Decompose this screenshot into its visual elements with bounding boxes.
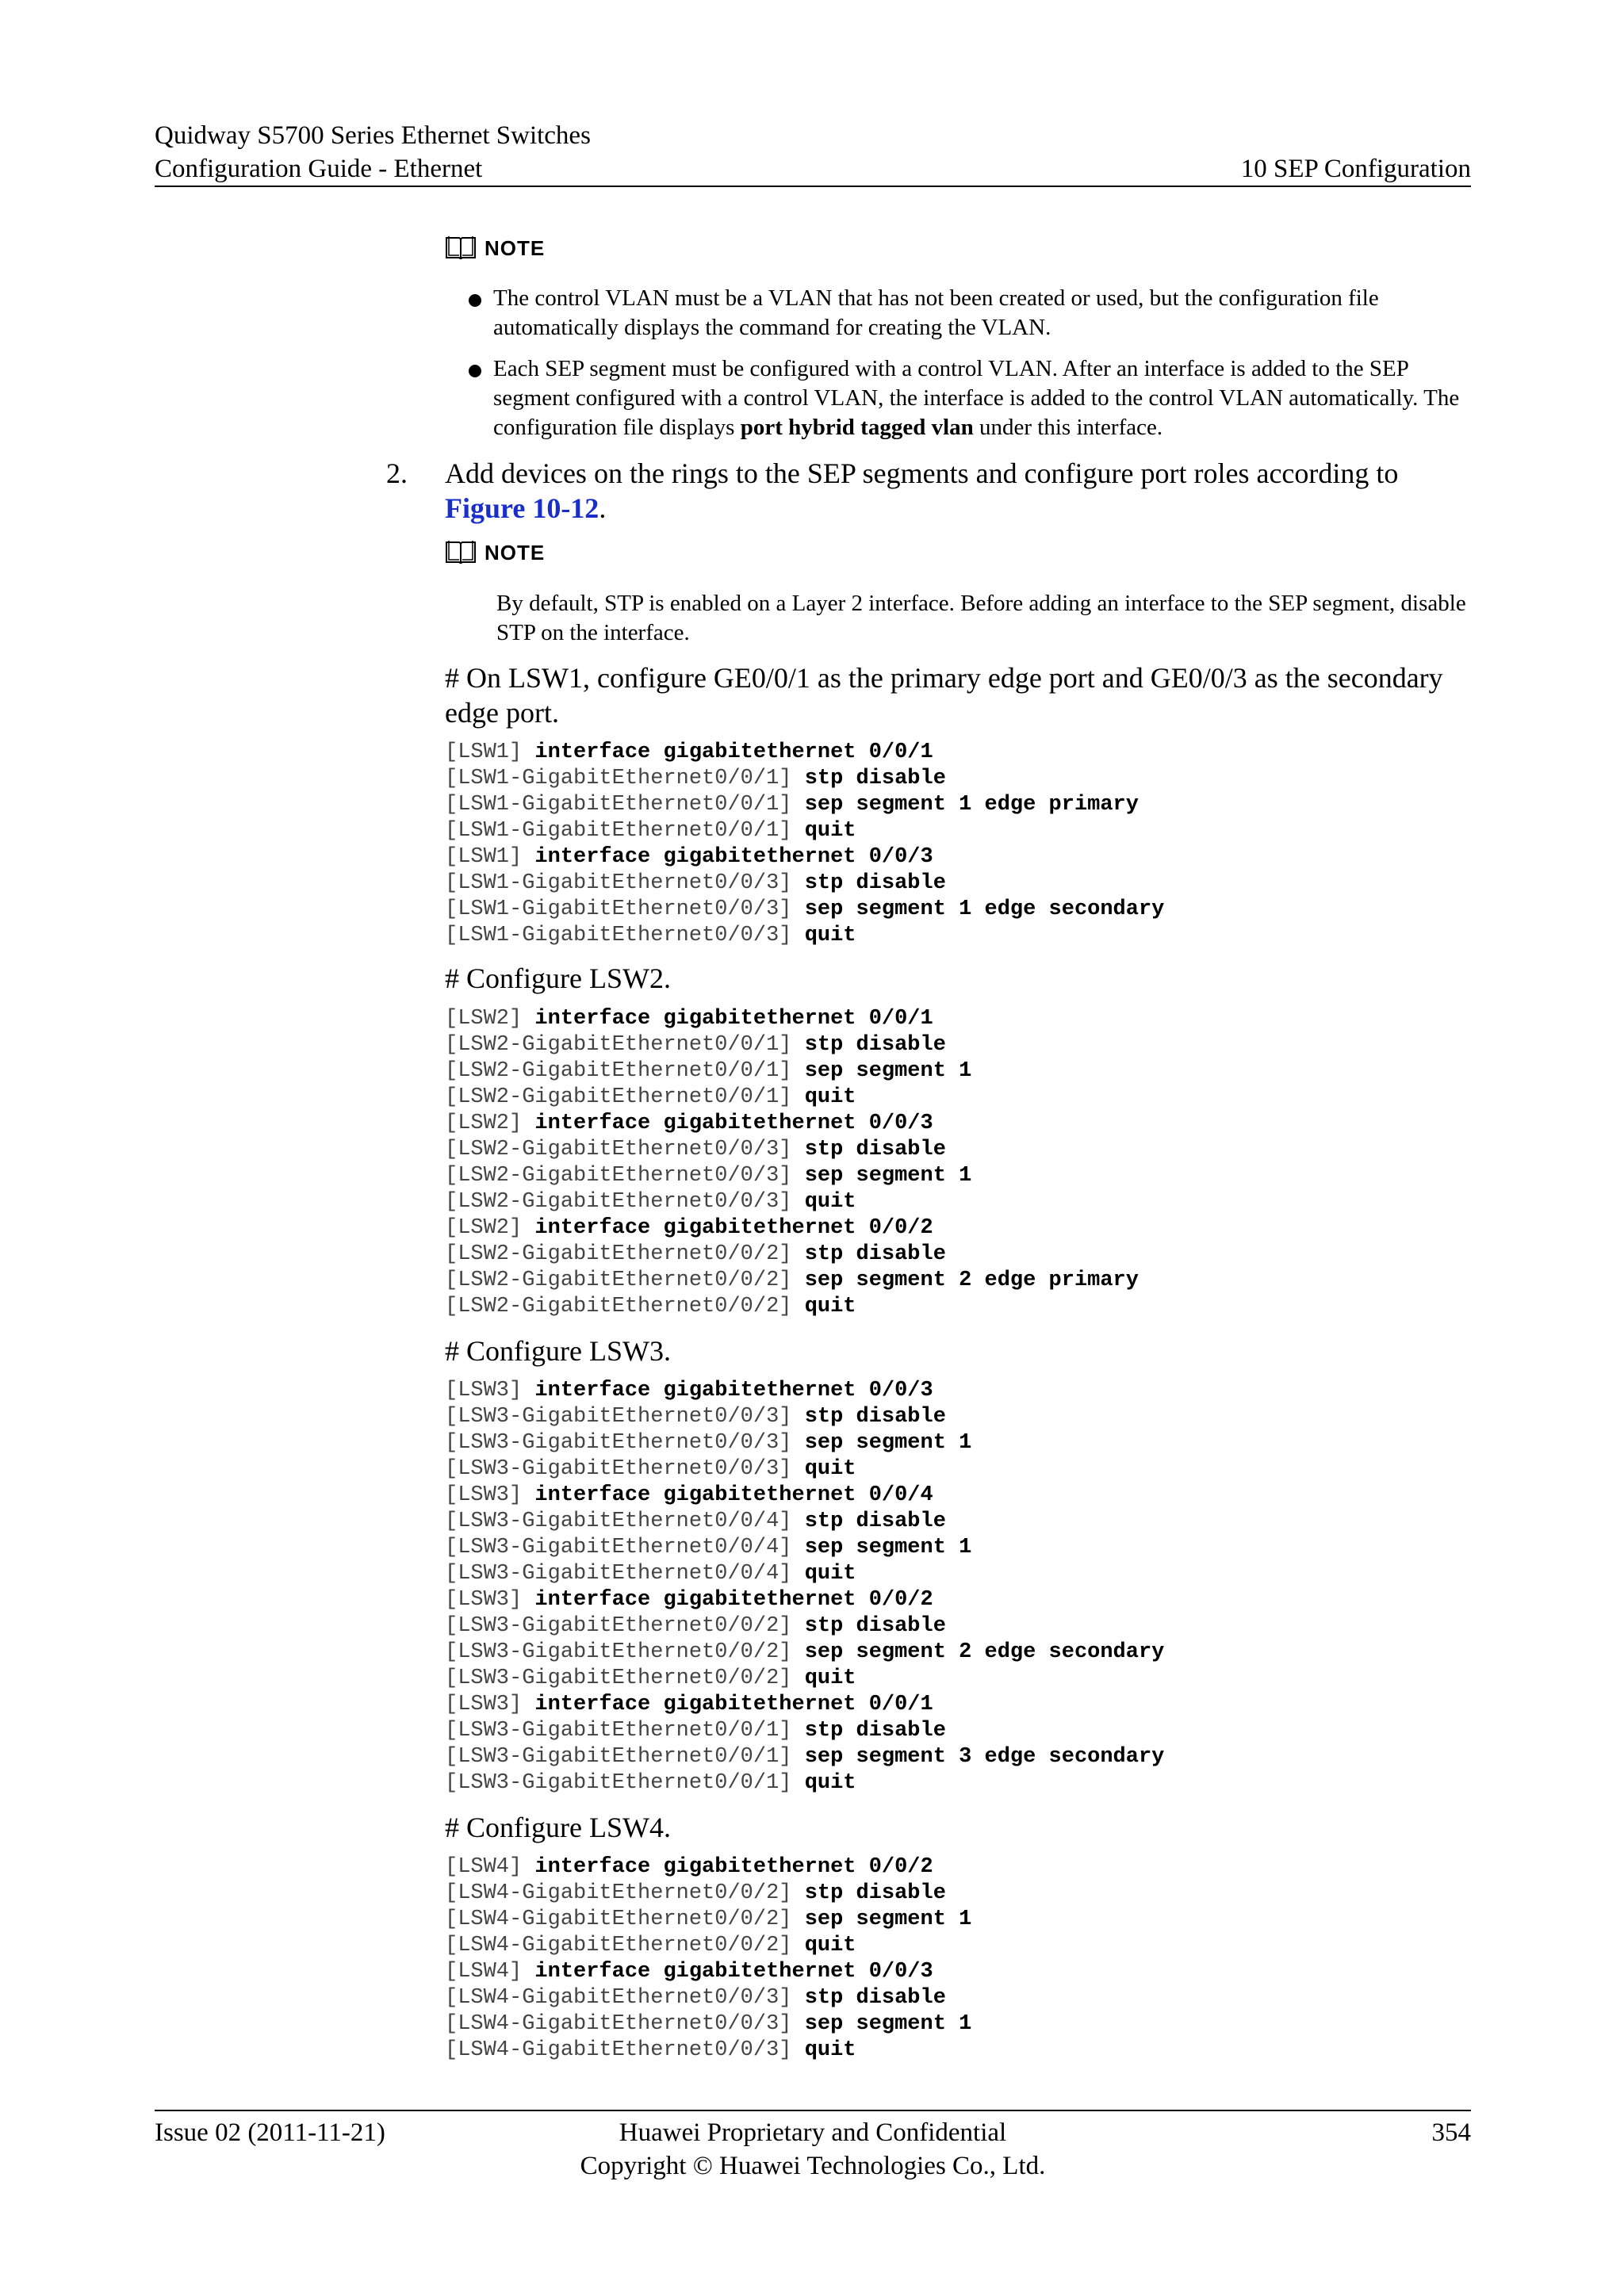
code-line <box>445 1378 1164 1404</box>
copyright-label: Copyright © Huawei Technologies Co., Ltd. <box>580 2152 1046 2180</box>
code-command: interface gigabitethernet 0/0/2 <box>534 1588 933 1612</box>
code-prompt: [LSW4-GigabitEthernet0/0/2] <box>445 1908 805 1931</box>
code-line <box>445 1215 1139 1242</box>
code-line <box>445 1854 971 1881</box>
code-prompt: [LSW3-GigabitEthernet0/0/1] <box>445 1745 805 1769</box>
code-line <box>445 1509 1164 1535</box>
code-line <box>445 1456 1164 1483</box>
code-line <box>445 897 1164 923</box>
code-prompt: [LSW2] <box>445 1112 535 1135</box>
page-header <box>155 119 1471 187</box>
code-command: stp disable <box>804 1242 946 1266</box>
code-prompt: [LSW3] <box>445 1588 535 1612</box>
code-command: stp disable <box>804 1881 946 1905</box>
code-line <box>445 1640 1164 1666</box>
code-line <box>445 1032 1139 1058</box>
code-command: quit <box>804 1667 856 1690</box>
code-prompt: [LSW3-GigabitEthernet0/0/2] <box>445 1614 805 1638</box>
footer-center <box>155 2116 1471 2183</box>
code-command: quit <box>804 1457 856 1481</box>
figure-link[interactable]: Figure 10-12 <box>445 492 599 524</box>
code-line <box>445 1268 1139 1294</box>
code-prompt: [LSW2-GigabitEthernet0/0/2] <box>445 1242 805 1266</box>
book-icon <box>445 539 477 566</box>
code-line <box>445 1242 1139 1268</box>
code-command: stp disable <box>804 1986 946 2010</box>
code-command: quit <box>804 1085 856 1109</box>
code-prompt: [LSW3-GigabitEthernet0/0/4] <box>445 1510 805 1533</box>
code-prompt: [LSW1-GigabitEthernet0/0/1] <box>445 793 805 817</box>
step-text <box>445 456 1471 526</box>
code-prompt: [LSW3-GigabitEthernet0/0/3] <box>445 1457 805 1481</box>
code-line <box>445 1294 1139 1320</box>
code-line <box>445 1744 1164 1770</box>
code-line <box>445 1163 1139 1189</box>
code-command: interface gigabitethernet 0/0/3 <box>534 1379 933 1402</box>
code-command: stp disable <box>804 1719 946 1743</box>
code-command: interface gigabitethernet 0/0/3 <box>534 845 933 869</box>
code-command: quit <box>804 1190 856 1214</box>
code-command: interface gigabitethernet 0/0/1 <box>534 1693 933 1716</box>
code-line <box>445 1692 1164 1718</box>
code-line <box>445 1770 1164 1797</box>
section-heading: # Configure LSW3. <box>445 1335 671 1367</box>
code-prompt: [LSW3-GigabitEthernet0/0/2] <box>445 1667 805 1690</box>
code-command: interface gigabitethernet 0/0/4 <box>534 1483 933 1507</box>
note-heading <box>445 235 545 262</box>
code-prompt: [LSW4] <box>445 1855 535 1879</box>
code-line <box>445 1881 971 1907</box>
code-prompt: [LSW3-GigabitEthernet0/0/2] <box>445 1640 805 1664</box>
note-text: By default, STP is enabled on a Layer 2 interface. Before adding an interface to the SEP segment, disable STP on the interface. <box>496 591 1466 645</box>
code-command: quit <box>804 1562 856 1586</box>
code-line <box>445 1189 1139 1215</box>
code-prompt: [LSW2-GigabitEthernet0/0/3] <box>445 1190 805 1214</box>
code-command: interface gigabitethernet 0/0/2 <box>534 1216 933 1240</box>
code-line <box>445 2038 971 2064</box>
code-command: sep segment 1 edge secondary <box>804 897 1165 921</box>
code-command: stp disable <box>804 1033 946 1057</box>
code-command: sep segment 2 edge primary <box>804 1269 1139 1292</box>
code-prompt: [LSW1-GigabitEthernet0/0/1] <box>445 819 805 843</box>
code-command: stp disable <box>804 1510 946 1533</box>
code-line <box>445 1111 1139 1137</box>
code-line <box>445 2011 971 2038</box>
code-line <box>445 1404 1164 1430</box>
note-bullet-tail: under this interface. <box>973 415 1163 440</box>
bullet-icon <box>469 365 481 377</box>
section-heading: # Configure LSW4. <box>445 1812 671 1843</box>
product-title: Quidway S5700 Series Ethernet Switches <box>155 121 591 150</box>
code-command: stp disable <box>804 767 946 790</box>
code-command: sep segment 1 <box>804 1908 972 1931</box>
code-command: sep segment 2 edge secondary <box>804 1640 1165 1664</box>
code-prompt: [LSW4-GigabitEthernet0/0/2] <box>445 1934 805 1957</box>
guide-title: Configuration Guide - Ethernet <box>155 155 483 183</box>
code-prompt: [LSW1-GigabitEthernet0/0/3] <box>445 871 805 895</box>
code-line <box>445 1085 1139 1111</box>
code-line <box>445 1535 1164 1561</box>
code-prompt: [LSW4] <box>445 1960 535 1984</box>
note-bullet-bold: port hybrid tagged vlan <box>740 415 974 440</box>
section-heading: # Configure LSW2. <box>445 962 671 994</box>
code-prompt: [LSW3-GigabitEthernet0/0/1] <box>445 1719 805 1743</box>
code-command: sep segment 1 <box>804 2012 972 2036</box>
step-number: 2. <box>386 457 408 489</box>
code-prompt: [LSW2-GigabitEthernet0/0/1] <box>445 1033 805 1057</box>
code-prompt: [LSW3-GigabitEthernet0/0/3] <box>445 1431 805 1455</box>
code-line <box>445 1137 1139 1163</box>
issue-label: Issue 02 (2011-11-21) <box>155 2118 385 2147</box>
code-prompt: [LSW3-GigabitEthernet0/0/1] <box>445 1771 805 1795</box>
code-block <box>445 1006 1139 1320</box>
code-command: stp disable <box>804 1614 946 1638</box>
code-command: quit <box>804 1934 856 1957</box>
code-block <box>445 1378 1164 1797</box>
step-text-body: Add devices on the rings to the SEP segments and configure port roles according to <box>445 457 1399 489</box>
code-command: stp disable <box>804 1138 946 1161</box>
code-line <box>445 1718 1164 1744</box>
code-block <box>445 1854 971 2064</box>
code-prompt: [LSW2] <box>445 1216 535 1240</box>
note-label: NOTE <box>485 235 546 260</box>
code-prompt: [LSW4-GigabitEthernet0/0/3] <box>445 1986 805 2010</box>
note-bullet-text: The control VLAN must be a VLAN that has not been created or used, but the configuration file automatically displays the command for creating the VLAN. <box>493 285 1379 340</box>
note-bullet <box>493 284 1471 342</box>
code-command: sep segment 1 <box>804 1059 972 1083</box>
code-command: quit <box>804 2038 856 2062</box>
code-command: sep segment 1 <box>804 1536 972 1559</box>
code-prompt: [LSW3-GigabitEthernet0/0/3] <box>445 1405 805 1429</box>
code-line <box>445 1561 1164 1587</box>
note-bullet-text: Each SEP segment must be configured with a control VLAN. After an interface is added to the SEP segment configured with a control VLAN, the interface is added to the control VLAN automatically. The configuration file displays <box>493 356 1460 440</box>
code-line <box>445 1587 1164 1613</box>
code-line <box>445 1959 971 1985</box>
code-prompt: [LSW2-GigabitEthernet0/0/1] <box>445 1085 805 1109</box>
code-line <box>445 1613 1164 1640</box>
code-command: quit <box>804 1295 856 1318</box>
code-prompt: [LSW2-GigabitEthernet0/0/2] <box>445 1269 805 1292</box>
code-line <box>445 844 1164 871</box>
code-prompt: [LSW3-GigabitEthernet0/0/4] <box>445 1536 805 1559</box>
confidential-label: Huawei Proprietary and Confidential <box>619 2118 1007 2147</box>
step-text-tail: . <box>599 492 607 524</box>
code-line <box>445 1006 1139 1032</box>
code-prompt: [LSW2] <box>445 1007 535 1031</box>
code-command: interface gigabitethernet 0/0/2 <box>534 1855 933 1879</box>
code-command: quit <box>804 924 856 947</box>
code-prompt: [LSW2-GigabitEthernet0/0/3] <box>445 1164 805 1188</box>
code-command: interface gigabitethernet 0/0/3 <box>534 1112 933 1135</box>
code-line <box>445 1483 1164 1509</box>
book-icon <box>445 235 477 262</box>
bullet-icon <box>469 294 481 307</box>
code-prompt: [LSW2-GigabitEthernet0/0/3] <box>445 1138 805 1161</box>
code-command: sep segment 1 <box>804 1164 972 1188</box>
code-prompt: [LSW1-GigabitEthernet0/0/3] <box>445 924 805 947</box>
code-prompt: [LSW3] <box>445 1693 535 1716</box>
code-prompt: [LSW1] <box>445 740 535 764</box>
code-command: stp disable <box>804 1405 946 1429</box>
code-prompt: [LSW3-GigabitEthernet0/0/4] <box>445 1562 805 1586</box>
code-command: quit <box>804 1771 856 1795</box>
code-line <box>445 766 1164 792</box>
code-prompt: [LSW3] <box>445 1483 535 1507</box>
code-command: quit <box>804 819 856 843</box>
code-line <box>445 1058 1139 1085</box>
code-prompt: [LSW1-GigabitEthernet0/0/1] <box>445 767 805 790</box>
code-prompt: [LSW1-GigabitEthernet0/0/3] <box>445 897 805 921</box>
code-line <box>445 818 1164 844</box>
code-prompt: [LSW4-GigabitEthernet0/0/2] <box>445 1881 805 1905</box>
code-command: interface gigabitethernet 0/0/3 <box>534 1960 933 1984</box>
code-command: interface gigabitethernet 0/0/1 <box>534 740 933 764</box>
code-command: stp disable <box>804 871 946 895</box>
code-command: interface gigabitethernet 0/0/1 <box>534 1007 933 1031</box>
note-bullet <box>493 354 1471 442</box>
chapter-title: 10 SEP Configuration <box>1240 155 1471 183</box>
code-command: sep segment 3 edge secondary <box>804 1745 1165 1769</box>
code-command: sep segment 1 edge primary <box>804 793 1139 817</box>
code-line <box>445 871 1164 897</box>
code-prompt: [LSW4-GigabitEthernet0/0/3] <box>445 2038 805 2062</box>
code-command: sep segment 1 <box>804 1431 972 1455</box>
code-line <box>445 923 1164 949</box>
code-line <box>445 1907 971 1933</box>
code-line <box>445 1666 1164 1692</box>
code-block <box>445 740 1164 949</box>
code-prompt: [LSW3] <box>445 1379 535 1402</box>
code-prompt: [LSW2-GigabitEthernet0/0/1] <box>445 1059 805 1083</box>
code-prompt: [LSW1] <box>445 845 535 869</box>
note-heading <box>445 539 545 566</box>
code-line <box>445 792 1164 818</box>
page-number: 354 <box>1431 2118 1471 2147</box>
page-footer <box>155 2110 1471 2180</box>
code-line <box>445 1430 1164 1456</box>
section-heading: # On LSW1, configure GE0/0/1 as the primary edge port and GE0/0/3 as the secondary edge port. <box>445 662 1443 729</box>
code-line <box>445 1985 971 2011</box>
code-line <box>445 1933 971 1959</box>
code-line <box>445 740 1164 766</box>
note-label: NOTE <box>485 540 546 564</box>
code-prompt: [LSW2-GigabitEthernet0/0/2] <box>445 1295 805 1318</box>
code-prompt: [LSW4-GigabitEthernet0/0/3] <box>445 2012 805 2036</box>
